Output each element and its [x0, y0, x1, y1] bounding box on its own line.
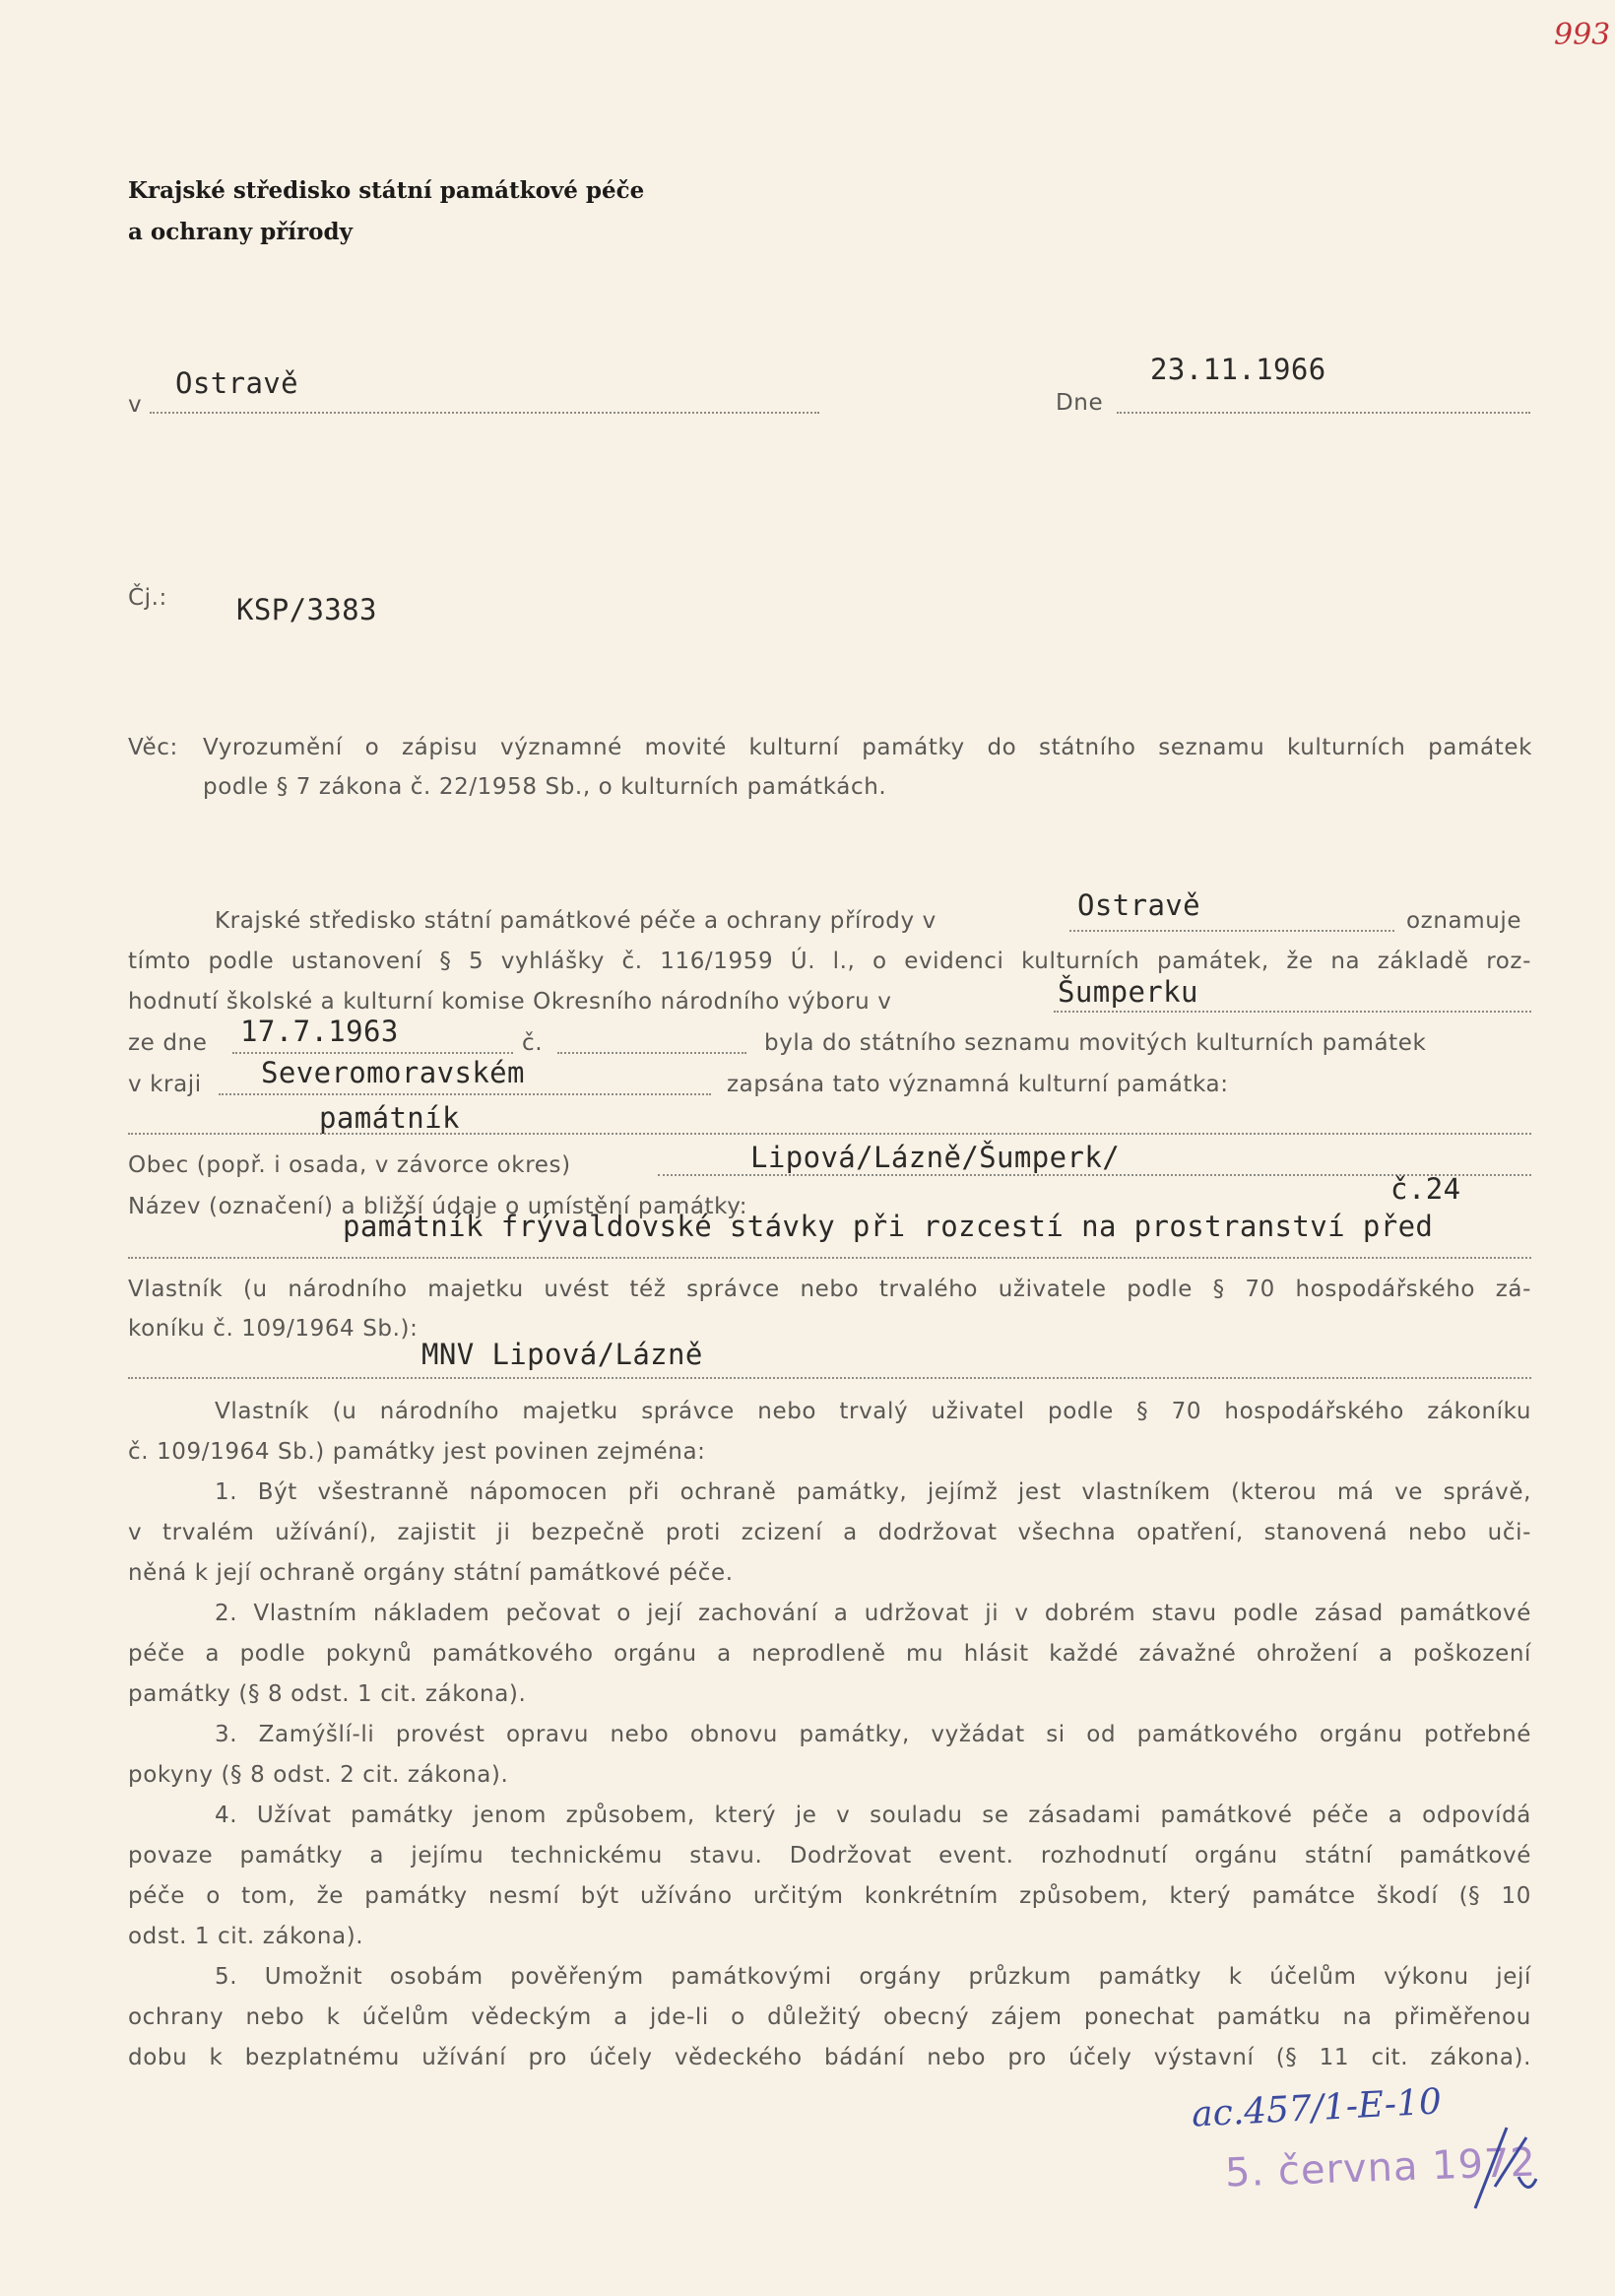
- notice-date-dotline: [232, 1052, 513, 1054]
- duty-1-line1: 1. Být všestranně nápomocen při ochraně památky, jejímž jest vlastníkem (kterou má ve správě,: [215, 1479, 1531, 1505]
- header-institution-line1: Krajské středisko státní památkové péče: [128, 177, 645, 204]
- date-label: Dne: [1056, 390, 1104, 416]
- duty-1-line2: v trvalém užívání), zajistit ji bezpečně proti zcizení a dodržovat všechna opatření, stanovená nebo uči-: [128, 1520, 1531, 1545]
- received-stamp: 5. června 1972: [1224, 2139, 1537, 2197]
- nazev-value: památník frývaldovské stávky při rozcestí na prostranství před: [343, 1210, 1434, 1243]
- obec-value: Lipová/Lázně/Šumperk/: [750, 1141, 1121, 1174]
- nazev-number: č.24: [1390, 1172, 1461, 1206]
- duty-2-line3: památky (§ 8 odst. 1 cit. zákona).: [128, 1681, 527, 1707]
- duty-3-line2: pokyny (§ 8 odst. 2 cit. zákona).: [128, 1762, 509, 1788]
- notice-region-dotline: [219, 1093, 711, 1095]
- notice-number-label: č.: [522, 1030, 544, 1056]
- owner-label-line1: Vlastník (u národního majetku uvést též správce nebo trvalého uživatele podle § 70 hospodářského zá-: [128, 1277, 1531, 1302]
- duty-4-line2: povaze památky a jejímu technickému stavu. Dodržovat event. rozhodnutí orgánu státní památkové: [128, 1843, 1531, 1869]
- notice-line4-end: byla do státního seznamu movitých kulturních památek: [764, 1030, 1427, 1056]
- notice-region-value: Severomoravském: [261, 1056, 525, 1089]
- duty-3-line1: 3. Zamýšlí-li provést opravu nebo obnovu památky, vyžádat si od památkového orgánu potřebné: [215, 1722, 1531, 1747]
- notice-city-dotline: [1069, 930, 1394, 932]
- monument-type-dotline: [128, 1133, 1531, 1135]
- duty-4-line3: péče o tom, že památky nesmí být užíváno určitým konkrétním způsobem, který památce škodí (§ 10: [128, 1883, 1531, 1909]
- place-dotline: [150, 412, 819, 414]
- duties-intro-line2: č. 109/1964 Sb.) památky jest povinen zejména:: [128, 1439, 706, 1465]
- date-value: 23.11.1966: [1150, 353, 1326, 386]
- reference-value: KSP/3383: [236, 593, 377, 626]
- handwritten-archive-number: ac.457/1-E-10: [1191, 2081, 1443, 2135]
- monument-type-value: památník: [319, 1101, 460, 1135]
- notice-date-label: ze dne: [128, 1030, 208, 1056]
- duty-4-line4: odst. 1 cit. zákona).: [128, 1924, 364, 1949]
- obec-label: Obec (popř. i osada, v závorce okres): [128, 1152, 571, 1178]
- notice-line2: tímto podle ustanovení § 5 vyhlášky č. 116/1959 Ú. l., o evidenci kulturních památek, že na základě roz-: [128, 949, 1531, 974]
- notice-district-value: Šumperku: [1058, 975, 1198, 1009]
- duties-intro-line1: Vlastník (u národního majetku správce nebo trvalý uživatel podle § 70 hospodářského zákoníku: [215, 1399, 1531, 1424]
- notice-decision-date: 17.7.1963: [240, 1015, 399, 1048]
- owner-label-line2: koníku č. 109/1964 Sb.):: [128, 1316, 419, 1342]
- nazev-dotline: [128, 1257, 1531, 1259]
- page-number: 993: [1554, 18, 1611, 52]
- duty-5-line2: ochrany nebo k účelům vědeckým a jde-li o důležitý obecný zájem ponechat památku na přiměřenou: [128, 2004, 1531, 2030]
- notice-line1-end: oznamuje: [1406, 908, 1522, 934]
- duty-5-line3: dobu k bezplatnému užívání pro účely vědeckého bádání nebo pro účely výstavní (§ 11 cit. zákona).: [128, 2045, 1531, 2070]
- header-institution-line2: a ochrany přírody: [128, 219, 353, 245]
- duty-2-line1: 2. Vlastním nákladem pečovat o její zachování a udržovat ji v dobrém stavu podle zásad památkové: [215, 1601, 1531, 1626]
- notice-number-dotline: [557, 1052, 746, 1054]
- owner-dotline: [128, 1377, 1531, 1379]
- notice-line5-end: zapsána tato významná kulturní památka:: [727, 1072, 1229, 1097]
- duty-4-line1: 4. Užívat památky jenom způsobem, který je v souladu se zásadami památkové péče a odpovídá: [215, 1803, 1531, 1828]
- notice-city-value: Ostravě: [1077, 888, 1201, 922]
- notice-region-label: v kraji: [128, 1072, 202, 1097]
- place-value: Ostravě: [175, 366, 299, 400]
- owner-value: MNV Lipová/Lázně: [421, 1338, 703, 1371]
- place-label: v: [128, 392, 143, 418]
- nazev-label: Název (označení) a bližší údaje o umístění památky:: [128, 1194, 748, 1219]
- duty-5-line1: 5. Umožnit osobám pověřeným památkovými orgány průzkum památky k účelům výkonu její: [215, 1964, 1531, 1990]
- subject-line1: Vyrozumění o zápisu významné movité kulturní památky do státního seznamu kulturních památek: [203, 735, 1532, 760]
- duty-2-line2: péče a podle pokynů památkového orgánu a neprodleně mu hlásit každé závažné ohrožení a poškození: [128, 1641, 1531, 1667]
- notice-district-dotline: [1054, 1011, 1531, 1013]
- subject-line2: podle § 7 zákona č. 22/1958 Sb., o kulturních památkách.: [203, 774, 887, 800]
- notice-line1-text: Krajské středisko státní památkové péče a ochrany přírody v: [215, 908, 937, 934]
- date-dotline: [1117, 412, 1530, 414]
- subject-label: Věc:: [128, 735, 178, 760]
- reference-label: Čj.:: [128, 585, 167, 611]
- notice-line3-text: hodnutí školské a kulturní komise Okresního národního výboru v: [128, 989, 892, 1015]
- initials-signature: [1467, 2118, 1546, 2216]
- duty-1-line3: něná k její ochraně orgány státní památkové péče.: [128, 1560, 734, 1586]
